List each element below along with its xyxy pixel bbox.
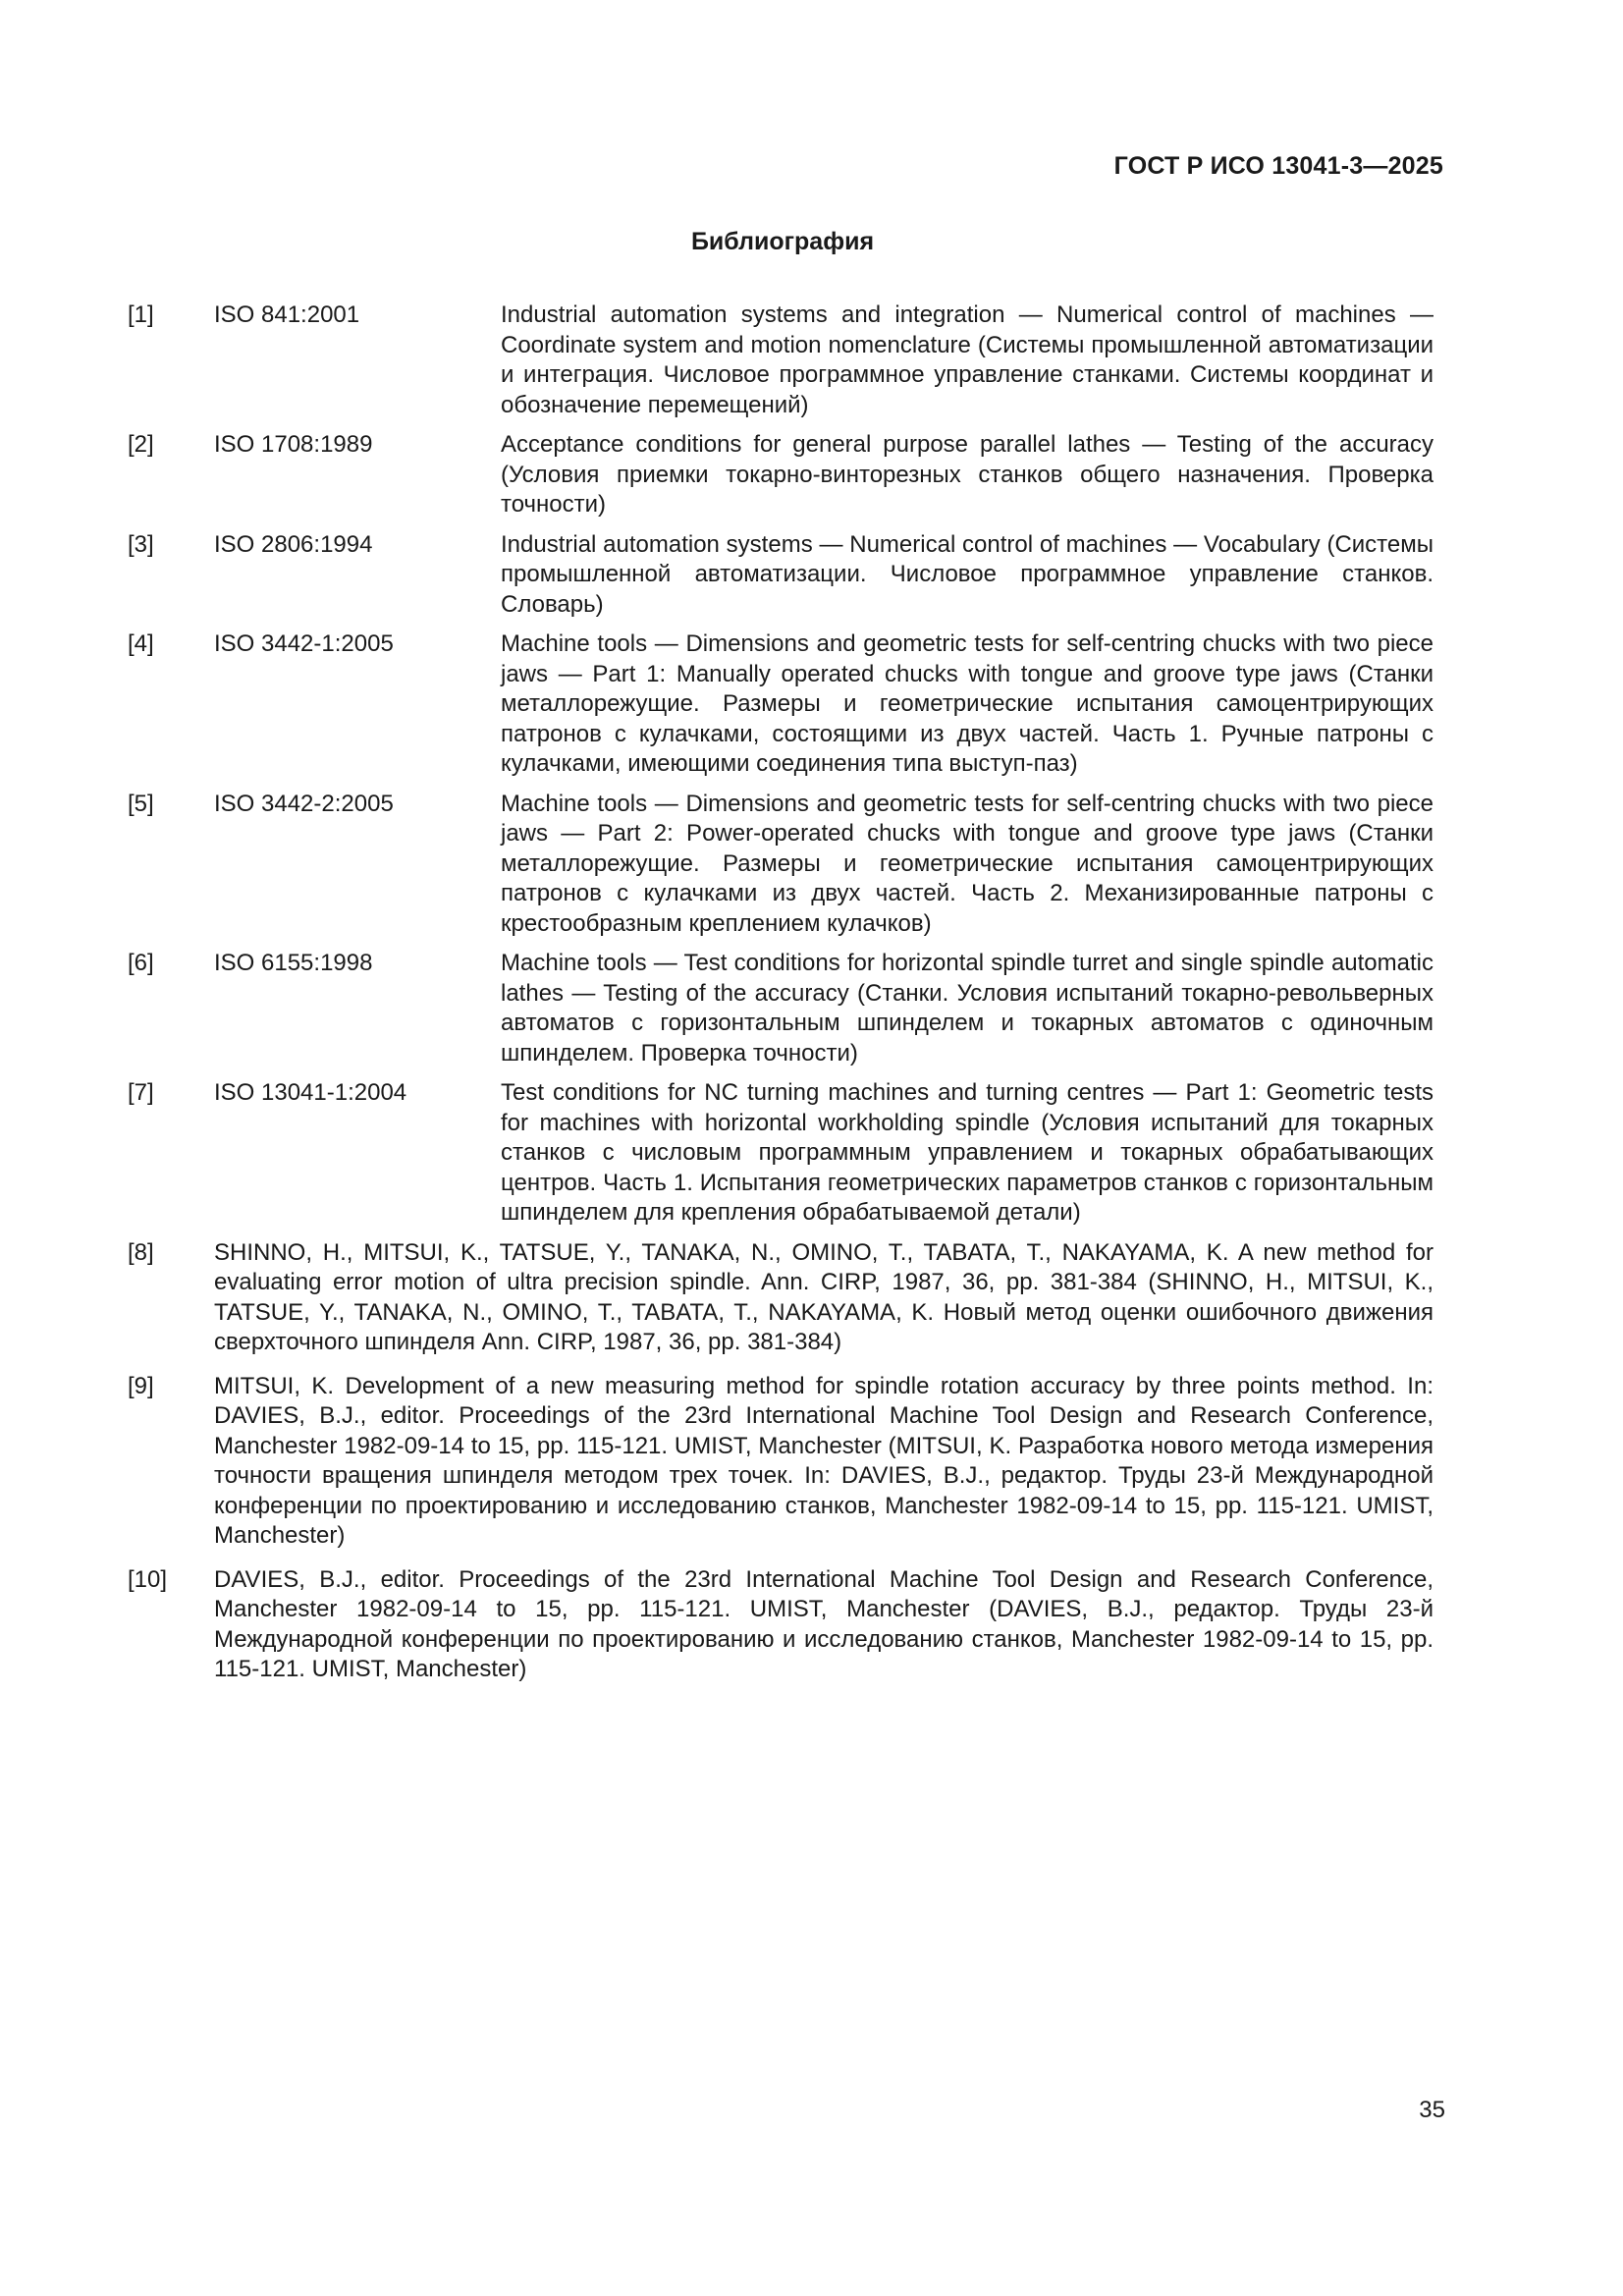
entry-text: Industrial automation systems — Numerical control of machines — Vocabulary (Системы промышленной автоматизации. Числовое программное управление станков. Словарь)	[501, 530, 1434, 618]
bib-entry-10	[128, 1565, 1434, 1685]
entry-number: [10]	[128, 1565, 168, 1593]
entry-standard-code: ISO 3442-1:2005	[214, 630, 394, 657]
bibliography-list	[128, 301, 1434, 1699]
entry-number: [9]	[128, 1372, 154, 1399]
entry-text: Machine tools — Test conditions for horizontal spindle turret and single spindle automatic lathes — Testing of the accuracy (Станки. Условия испытаний токарно-револьверных автоматов с горизонтальным шпинделем и токарных автоматов с одиночным шпинделем. Проверка точности)	[501, 950, 1434, 1066]
bib-entry-3	[128, 530, 1434, 621]
entry-text: Machine tools — Dimensions and geometric tests for self-centring chucks with two piece jaws — Part 2: Power-operated chucks with tongue and groove type jaws (Станки металлорежущие. Размеры и геометрические испытания самоцентрирующих патронов с кулачками из двух частей. Часть 2. Механизированные патроны с крестообразным креплением кулачков)	[501, 790, 1434, 937]
entry-number: [8]	[128, 1238, 154, 1266]
entry-text: DAVIES, B.J., editor. Proceedings of the 23rd International Machine Tool Design and Research Conference, Manchester 1982-09-14 to 15, pp. 115-121. UMIST, Manchester (DAVIES, B.J., редактор. Труды 23-й Международной конференции по проектированию и исследованию станков, Manchester 1982-09-14 to 15, pp. 115-121. UMIST, Manchester)	[214, 1565, 1434, 1682]
bib-entry-7	[128, 1078, 1434, 1229]
bib-entry-6	[128, 949, 1434, 1068]
entry-number: [7]	[128, 1079, 154, 1106]
page-number: 35	[1419, 2097, 1445, 2123]
entry-text: Acceptance conditions for general purpose parallel lathes — Testing of the accuracy (Условия приемки токарно-винторезных станков общего назначения. Проверка точности)	[501, 431, 1434, 518]
entry-number: [1]	[128, 301, 154, 328]
bib-entry-4	[128, 629, 1434, 780]
entry-text: Test conditions for NC turning machines and turning centres — Part 1: Geometric tests for machines with horizontal workholding spindle (Условия испытаний для токарных станков с числовым программным управлением и токарных обрабатывающих центров. Часть 1. Испытания геометрических параметров станков с горизонтальным шпинделем для крепления обрабатываемой детали)	[501, 1079, 1434, 1226]
bib-entry-2	[128, 430, 1434, 520]
entry-text: MITSUI, K. Development of a new measuring method for spindle rotation accuracy by three points method. In: DAVIES, B.J., editor. Proceedings of the 23rd International Machine Tool Design and Research Conference, Manchester 1982-09-14 to 15, pp. 115-121. UMIST, Manchester (MITSUI, K. Разработка нового метода измерения точности вращения шпинделя методом трех точек. In: DAVIES, B.J., редактор. Труды 23-й Международной конференции по проектированию и исследованию станков, Manchester 1982-09-14 to 15, pp. 115-121. UMIST, Manchester)	[214, 1372, 1434, 1549]
bib-entry-9	[128, 1372, 1434, 1552]
entry-text: Industrial automation systems and integration — Numerical control of machines — Coordinate system and motion nomenclature (Системы промышленной автоматизации и интеграция. Числовое программное управление станками. Системы координат и обозначение перемещений)	[501, 301, 1434, 418]
entry-standard-code: ISO 6155:1998	[214, 950, 373, 976]
document-code: ГОСТ Р ИСО 13041-3—2025	[1113, 152, 1443, 180]
entry-standard-code: ISO 13041-1:2004	[214, 1079, 407, 1106]
bib-entry-8	[128, 1238, 1434, 1358]
bib-entry-1	[128, 301, 1434, 420]
entry-number: [6]	[128, 950, 154, 976]
entry-number: [5]	[128, 790, 154, 817]
entry-number: [3]	[128, 530, 154, 558]
entry-text: SHINNO, H., MITSUI, K., TATSUE, Y., TANAKA, N., OMINO, T., TABATA, T., NAKAYAMA, K. A new method for evaluating error motion of ultra precision spindle. Ann. CIRP, 1987, 36, pp. 381-384 (SHINNO, H., MITSUI, K., TATSUE, Y., TANAKA, N., OMINO, T., TABATA, T., NAKAYAMA, K. Новый метод оценки ошибочного движения сверхточного шпинделя Ann. CIRP, 1987, 36, pp. 381-384)	[214, 1238, 1434, 1355]
bib-entry-5	[128, 790, 1434, 940]
entry-standard-code: ISO 3442-2:2005	[214, 790, 394, 817]
entry-text: Machine tools — Dimensions and geometric tests for self-centring chucks with two piece jaws — Part 1: Manually operated chucks with tongue and groove type jaws (Станки металлорежущие. Размеры и геометрические испытания самоцентрирующих патронов с кулачками, состоящими из двух частей. Часть 1. Ручные патроны с кулачками, имеющими соединения типа выступ-паз)	[501, 630, 1434, 777]
entry-number: [2]	[128, 431, 154, 458]
entry-number: [4]	[128, 630, 154, 657]
bibliography-title: Библиография	[690, 228, 875, 255]
entry-standard-code: ISO 1708:1989	[214, 431, 373, 458]
entry-standard-code: ISO 841:2001	[214, 301, 360, 328]
entry-standard-code: ISO 2806:1994	[214, 530, 373, 558]
